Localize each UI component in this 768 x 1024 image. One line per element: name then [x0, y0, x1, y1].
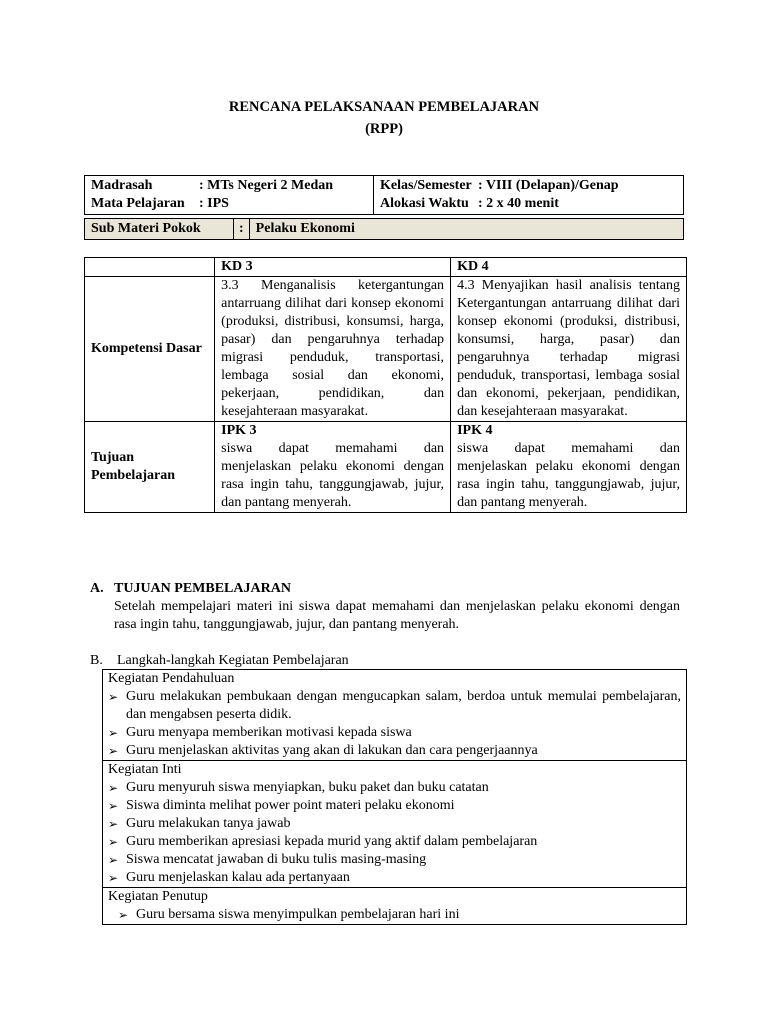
penutup-cell [103, 888, 687, 925]
section-a-heading [90, 580, 680, 598]
pendahuluan-list [108, 688, 681, 760]
inti-title: Kegiatan Inti [108, 762, 182, 777]
alokasi-label: Alokasi Waktu [380, 196, 469, 211]
mapel-label: Mata Pelajaran [91, 196, 185, 211]
kd4-head: KD 4 [451, 258, 687, 277]
langkah-table [102, 669, 687, 925]
kd-corner-cell [85, 258, 215, 277]
kompetensi-label: Kompetensi Dasar [85, 277, 215, 422]
list-item: ➢ Guru menjelaskan aktivitas yang akan di lakukan dan cara pengerjaannya [108, 742, 681, 760]
kompetensi-table [84, 257, 687, 513]
list-item: ➢ Guru menjelaskan kalau ada pertanyaan [108, 869, 681, 887]
identity-right-cell [374, 176, 684, 215]
title-line-1: RENCANA PELAKSANAAN PEMBELAJARAN [228, 99, 540, 115]
ipk3-head: IPK 3 [221, 423, 257, 438]
list-item: ➢ Guru melakukan pembukaan dengan mengucapkan salam, berdoa untuk memulai pembelajaran, dan mengabsen peserta didik. [108, 688, 681, 724]
section-b-heading [90, 652, 349, 670]
inti-cell [103, 761, 687, 888]
sub-materi-colon: : [234, 219, 250, 240]
kd4-text: 4.3 Menyajikan hasil analisis tentang Ketergantungan antarruang dilihat dari konsep ekonomi (produksi, distribusi, konsumsi, harga, pasar) dan pengaruhnya terhadap migrasi penduduk, transportasi, lembaga sosial dan ekonomi, pekerjaan, pendidikan, dan kesejahteraan masyarakat. [451, 277, 687, 422]
title-line-2: (RPP) [365, 121, 403, 137]
identity-table [84, 175, 684, 215]
ipk4-cell [451, 422, 687, 513]
sub-materi-label: Sub Materi Pokok [85, 219, 234, 240]
madrasah-value: : MTs Negeri 2 Medan [199, 178, 334, 193]
penutup-list [108, 906, 681, 924]
list-item: ➢ Guru melakukan tanya jawab [108, 815, 681, 833]
list-item: ➢ Guru menyapa memberikan motivasi kepada siswa [108, 724, 681, 742]
sub-materi-table [84, 218, 684, 240]
madrasah-label: Madrasah [91, 178, 153, 193]
list-item: ➢ Guru bersama siswa menyimpulkan pembelajaran hari ini [118, 906, 681, 924]
penutup-title: Kegiatan Penutup [108, 889, 208, 904]
alokasi-value: : 2 x 40 menit [478, 196, 559, 211]
tujuan-label: Tujuan Pembelajaran [85, 422, 215, 513]
ipk4-text: siswa dapat memahami dan menjelaskan pelaku ekonomi dengan rasa ingin tahu, tanggungjawab, jujur, dan pantang menyerah. [457, 441, 680, 510]
kd3-head: KD 3 [215, 258, 451, 277]
identity-left-cell [85, 176, 374, 215]
ipk4-head: IPK 4 [457, 423, 493, 438]
kd3-text: 3.3 Menganalisis ketergantungan antarruang dilihat dari konsep ekonomi (produksi, distribusi, konsumsi, harga, pasar) dan pengaruhnya terhadap migrasi penduduk, transportasi, lembaga sosial dan ekonomi, pekerjaan, pendidikan, dan kesejahteraan masyarakat. [215, 277, 451, 422]
document-title [0, 96, 768, 140]
ipk3-cell [215, 422, 451, 513]
sub-materi-value: Pelaku Ekonomi [249, 219, 683, 240]
mapel-value: : IPS [199, 196, 229, 211]
list-item: ➢ Siswa mencatat jawaban di buku tulis masing-masing [108, 851, 681, 869]
section-tujuan [90, 580, 680, 634]
section-a-text: Setelah mempelajari materi ini siswa dapat memahami dan menjelaskan pelaku ekonomi dengan rasa ingin tahu, tanggungjawab, jujur, dan pantang menyerah. [114, 599, 680, 632]
kelas-value: : VIII (Delapan)/Genap [478, 178, 619, 193]
inti-list [108, 779, 681, 887]
list-item: ➢ Guru menyuruh siswa menyiapkan, buku paket dan buku catatan [108, 779, 681, 797]
list-item: ➢ Siswa diminta melihat power point materi pelaku ekonomi [108, 797, 681, 815]
section-b-letter: B. [90, 653, 103, 668]
section-b-title: Langkah-langkah Kegiatan Pembelajaran [117, 653, 349, 668]
kelas-label: Kelas/Semester [380, 178, 472, 193]
pendahuluan-title: Kegiatan Pendahuluan [108, 671, 235, 686]
section-a-title: TUJUAN PEMBELAJARAN [114, 581, 291, 596]
ipk3-text: siswa dapat memahami dan menjelaskan pelaku ekonomi dengan rasa ingin tahu, tanggungjawab, jujur, dan pantang menyerah. [221, 441, 445, 510]
list-item: ➢ Guru memberikan apresiasi kepada murid yang aktif dalam pembelajaran [108, 833, 681, 851]
pendahuluan-cell [103, 670, 687, 761]
section-a-letter: A. [90, 581, 104, 596]
